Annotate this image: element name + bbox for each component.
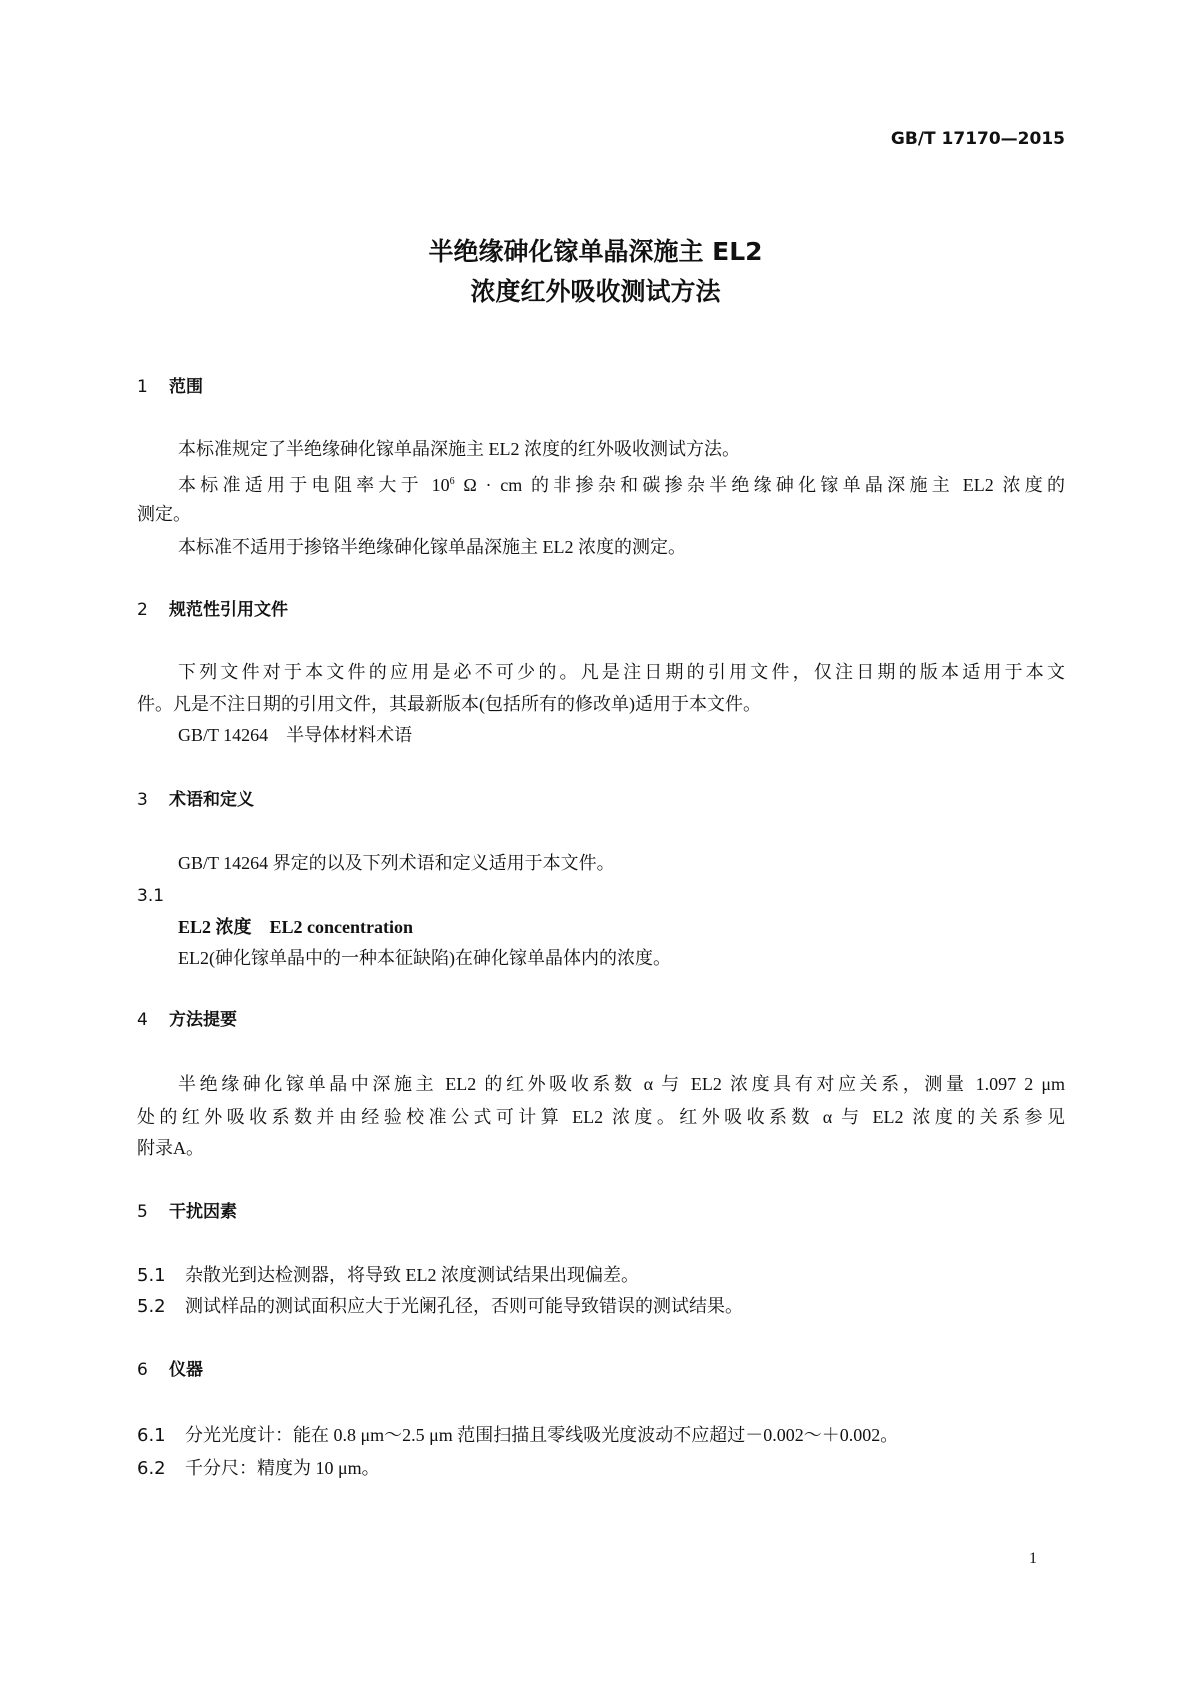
item-number: 6.1	[137, 1425, 166, 1446]
section-number: 2	[137, 600, 148, 620]
section-number: 3	[137, 790, 148, 810]
paragraph: 半绝缘砷化镓单晶中深施主 EL2 的红外吸收系数 α 与 EL2 浓度具有对应关系，测量 1.097 2 μm	[178, 1074, 1065, 1094]
section-number: 6	[137, 1360, 148, 1380]
text: 本标准适用于电阻率大于 10	[178, 475, 450, 495]
item-text: 分光光度计：能在 0.8 μm～2.5 μm 范围扫描且零线吸光度波动不应超过－0.002～＋0.002。	[185, 1425, 899, 1445]
section-number: 1	[137, 377, 148, 397]
item-number: 6.2	[137, 1458, 166, 1479]
item-number: 5.1	[137, 1265, 166, 1286]
section-heading-terms	[137, 788, 1065, 812]
item-text: 千分尺：精度为 10 μm。	[185, 1458, 380, 1478]
item-text: 杂散光到达检测器，将导致 EL2 浓度测试结果出现偏差。	[185, 1265, 639, 1285]
document-title-line1: 半绝缘砷化镓单晶深施主 EL2	[428, 237, 763, 266]
paragraph: 本标准不适用于掺铬半绝缘砷化镓单晶深施主 EL2 浓度的测定。	[178, 537, 686, 557]
item-text: 测试样品的测试面积应大于光阑孔径，否则可能导致错误的测试结果。	[185, 1296, 743, 1316]
paragraph	[178, 470, 1065, 497]
standard-number: GB/T 17170—2015	[890, 129, 1065, 149]
page-number: 1	[1029, 1550, 1037, 1567]
list-item	[137, 1456, 1065, 1481]
section-title: 规范性引用文件	[169, 600, 288, 620]
section-number: 5	[137, 1202, 148, 1222]
section-title: 范围	[169, 377, 203, 397]
section-heading-apparatus	[137, 1358, 1065, 1382]
section-heading-method	[137, 1008, 1065, 1032]
term: EL2 浓度 EL2 concentration	[178, 917, 414, 937]
section-title: 方法提要	[169, 1010, 237, 1030]
list-item	[137, 1263, 1065, 1288]
paragraph: 下列文件对于本文件的应用是必不可少的。凡是注日期的引用文件，仅注日期的版本适用于本文	[178, 662, 1065, 682]
section-title: 术语和定义	[169, 790, 254, 810]
section-title: 仪器	[169, 1360, 203, 1380]
section-heading-scope	[137, 375, 1065, 399]
paragraph-continuation: 附录A。	[137, 1138, 204, 1158]
section-number: 4	[137, 1010, 148, 1030]
term-definition: EL2(砷化镓单晶中的一种本征缺陷)在砷化镓单晶体内的浓度。	[178, 948, 671, 968]
document-title-line2: 浓度红外吸收测试方法	[470, 277, 721, 306]
list-item	[137, 1423, 1065, 1448]
section-title: 干扰因素	[169, 1202, 237, 1222]
paragraph-continuation: 件。凡是不注日期的引用文件，其最新版本(包括所有的修改单)适用于本文件。	[137, 694, 761, 714]
item-number: 5.2	[137, 1296, 166, 1317]
term-number: 3.1	[137, 886, 165, 906]
paragraph: 本标准规定了半绝缘砷化镓单晶深施主 EL2 浓度的红外吸收测试方法。	[178, 439, 740, 459]
section-heading-normative-references	[137, 598, 1065, 622]
paragraph-continuation: 处的红外吸收系数并由经验校准公式可计算 EL2 浓度。红外吸收系数 α 与 EL2 浓度的关系参见	[137, 1107, 1065, 1127]
text: Ω · cm 的非掺杂和碳掺杂半绝缘砷化镓单晶深施主 EL2 浓度的	[454, 475, 1065, 495]
paragraph-continuation: 测定。	[137, 504, 191, 524]
list-item	[137, 1294, 1065, 1319]
paragraph: GB/T 14264 界定的以及下列术语和定义适用于本文件。	[178, 853, 615, 873]
section-heading-interference	[137, 1200, 1065, 1224]
reference-item: GB/T 14264 半导体材料术语	[178, 725, 413, 745]
superscript: 6	[449, 476, 455, 487]
